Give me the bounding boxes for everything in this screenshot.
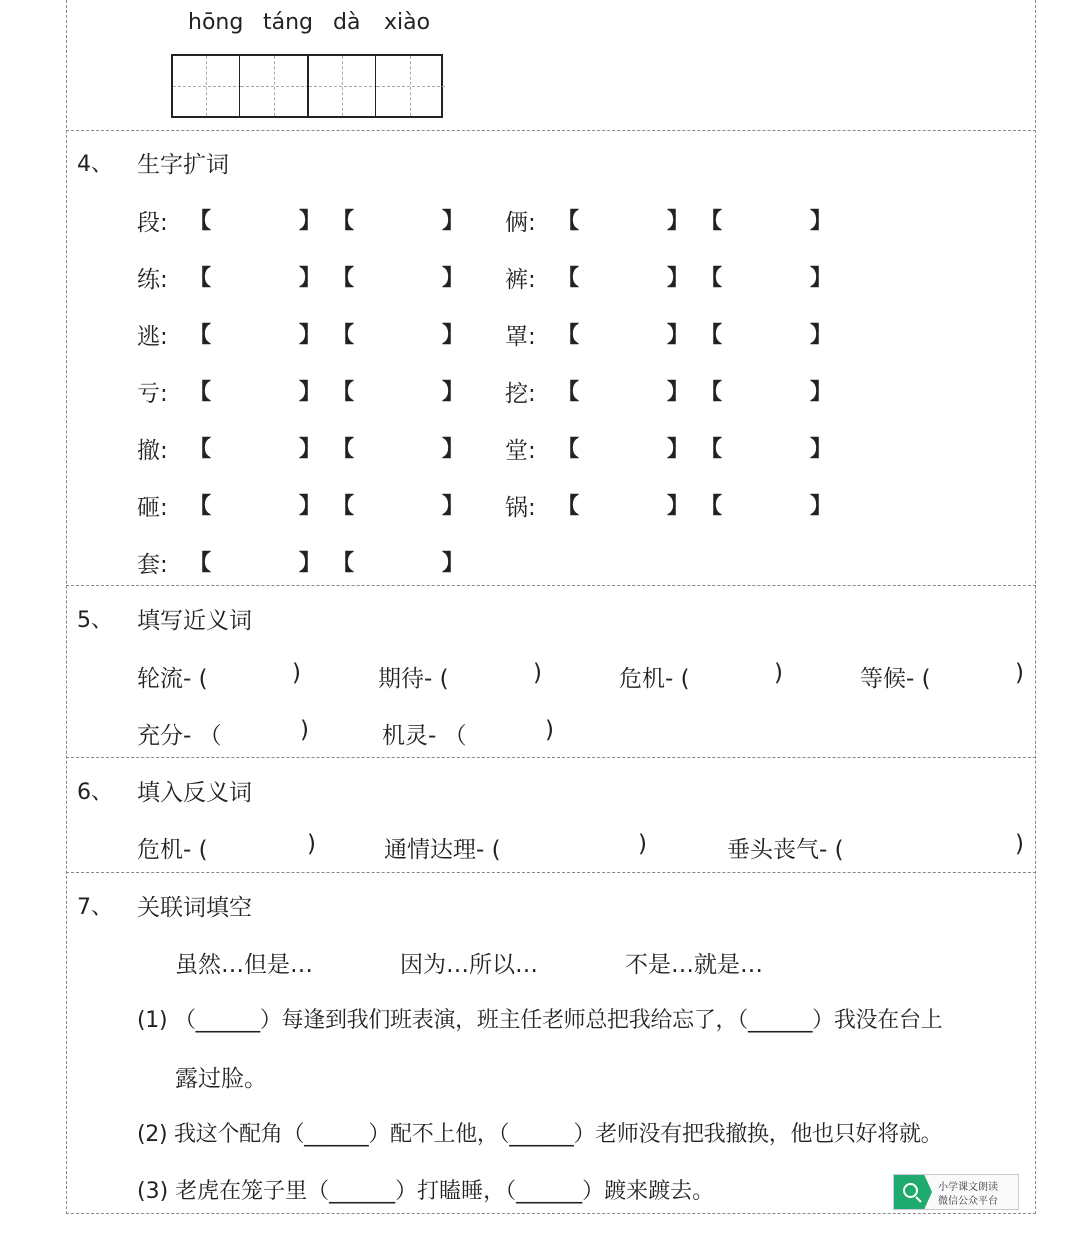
bracket-open: 【 bbox=[332, 209, 355, 234]
char-label: 挖: bbox=[505, 381, 536, 407]
section-title: 关联词填空 bbox=[137, 895, 252, 921]
antonym-item: 通情达理- ( bbox=[384, 837, 501, 863]
bracket-open: 【 bbox=[557, 323, 580, 348]
char-label: 套: bbox=[137, 552, 168, 578]
pinyin-1: hōng bbox=[188, 10, 244, 35]
synonym-item: 等候- ( bbox=[860, 666, 931, 692]
bracket-close: 】 bbox=[667, 380, 690, 405]
question-1-continued: 露过脸。 bbox=[175, 1066, 267, 1092]
bracket-open: 【 bbox=[189, 494, 212, 519]
close-paren: ) bbox=[545, 717, 554, 743]
bracket-close: 】 bbox=[299, 437, 322, 462]
bracket-close: 】 bbox=[442, 323, 465, 348]
bracket-close: 】 bbox=[667, 437, 690, 462]
bracket-close: 】 bbox=[299, 323, 322, 348]
section-number: 5、 bbox=[77, 608, 113, 633]
divider bbox=[66, 872, 1036, 873]
synonym-item: 轮流- ( bbox=[137, 666, 208, 692]
bracket-close: 】 bbox=[442, 209, 465, 234]
char-label: 亏: bbox=[137, 381, 168, 407]
bracket-close: 】 bbox=[810, 323, 833, 348]
bracket-close: 】 bbox=[442, 494, 465, 519]
bracket-open: 【 bbox=[557, 380, 580, 405]
close-paren: ) bbox=[774, 660, 783, 686]
question-3: (3) 老虎在笼子里（______）打瞌睡，（______）踱来踱去。 bbox=[137, 1179, 715, 1204]
logo-line-2: 微信公众平台 bbox=[938, 1196, 998, 1207]
close-paren: ) bbox=[307, 831, 316, 857]
close-paren: ) bbox=[292, 660, 301, 686]
antonym-item: 危机- ( bbox=[137, 837, 208, 863]
divider bbox=[66, 585, 1036, 586]
bracket-close: 】 bbox=[299, 209, 322, 234]
char-label: 俩: bbox=[505, 210, 536, 236]
question-2: (2) 我这个配角（______）配不上他，（______）老师没有把我撤换，他也只好将就。 bbox=[137, 1122, 943, 1147]
bracket-open: 【 bbox=[332, 323, 355, 348]
char-label: 逃: bbox=[137, 324, 168, 350]
bracket-close: 】 bbox=[442, 380, 465, 405]
char-label: 锅: bbox=[505, 495, 536, 521]
bracket-open: 【 bbox=[189, 266, 212, 291]
bracket-open: 【 bbox=[332, 437, 355, 462]
bracket-close: 】 bbox=[667, 494, 690, 519]
close-paren: ) bbox=[533, 660, 542, 686]
bracket-open: 【 bbox=[189, 380, 212, 405]
divider bbox=[66, 757, 1036, 758]
pinyin-3: dà bbox=[333, 10, 361, 35]
wechat-logo bbox=[893, 1174, 1019, 1210]
bracket-open: 【 bbox=[332, 551, 355, 576]
bracket-close: 】 bbox=[810, 266, 833, 291]
bracket-open: 【 bbox=[332, 266, 355, 291]
bracket-close: 】 bbox=[442, 551, 465, 576]
bracket-close: 】 bbox=[810, 380, 833, 405]
close-paren: ) bbox=[638, 831, 647, 857]
bracket-open: 【 bbox=[557, 437, 580, 462]
bracket-open: 【 bbox=[189, 323, 212, 348]
bracket-open: 【 bbox=[557, 494, 580, 519]
bracket-open: 【 bbox=[700, 380, 723, 405]
synonym-item: 期待- ( bbox=[378, 666, 449, 692]
conjunction-pair: 不是…就是… bbox=[625, 952, 763, 978]
section-title: 填写近义词 bbox=[137, 608, 252, 634]
section-title: 生字扩词 bbox=[137, 152, 229, 178]
antonym-item: 垂头丧气- ( bbox=[727, 837, 844, 863]
close-paren: ) bbox=[300, 717, 309, 743]
section-number: 6、 bbox=[77, 780, 113, 805]
divider bbox=[66, 130, 1036, 131]
bracket-close: 】 bbox=[299, 266, 322, 291]
bracket-close: 】 bbox=[299, 551, 322, 576]
bracket-close: 】 bbox=[667, 209, 690, 234]
bracket-open: 【 bbox=[700, 323, 723, 348]
bracket-close: 】 bbox=[810, 494, 833, 519]
char-label: 练: bbox=[137, 267, 168, 293]
bracket-open: 【 bbox=[332, 380, 355, 405]
question-1: (1) （______）每逢到我们班表演，班主任老师总把我给忘了，（______）我没在台上 bbox=[137, 1008, 943, 1033]
bracket-open: 【 bbox=[557, 266, 580, 291]
conjunction-pair: 因为…所以… bbox=[400, 952, 538, 978]
bracket-open: 【 bbox=[189, 209, 212, 234]
bracket-close: 】 bbox=[442, 437, 465, 462]
char-label: 撤: bbox=[137, 438, 168, 464]
pinyin-4: xiào bbox=[384, 10, 431, 35]
writing-grid[interactable] bbox=[171, 54, 443, 118]
pinyin-2: táng bbox=[263, 10, 314, 35]
char-label: 段: bbox=[137, 210, 168, 236]
section-number: 4、 bbox=[77, 152, 113, 177]
bracket-open: 【 bbox=[189, 437, 212, 462]
bracket-close: 】 bbox=[667, 323, 690, 348]
synonym-item: 危机- ( bbox=[619, 666, 690, 692]
bracket-close: 】 bbox=[667, 266, 690, 291]
bracket-close: 】 bbox=[810, 437, 833, 462]
synonym-item: 机灵- （ bbox=[382, 723, 467, 749]
search-icon bbox=[903, 1183, 918, 1198]
bracket-close: 】 bbox=[442, 266, 465, 291]
bracket-open: 【 bbox=[332, 494, 355, 519]
logo-line-1: 小学课文朗读 bbox=[938, 1182, 998, 1193]
synonym-item: 充分- （ bbox=[137, 723, 222, 749]
bracket-open: 【 bbox=[189, 551, 212, 576]
bracket-open: 【 bbox=[700, 494, 723, 519]
bracket-close: 】 bbox=[810, 209, 833, 234]
bracket-open: 【 bbox=[700, 209, 723, 234]
conjunction-pair: 虽然…但是… bbox=[175, 952, 313, 978]
bracket-close: 】 bbox=[299, 380, 322, 405]
close-paren: ) bbox=[1015, 831, 1024, 857]
char-label: 裤: bbox=[505, 267, 536, 293]
bracket-open: 【 bbox=[700, 266, 723, 291]
bracket-open: 【 bbox=[557, 209, 580, 234]
char-label: 堂: bbox=[505, 438, 536, 464]
char-label: 罩: bbox=[505, 324, 536, 350]
close-paren: ) bbox=[1015, 660, 1024, 686]
section-number: 7、 bbox=[77, 895, 113, 920]
section-title: 填入反义词 bbox=[137, 780, 252, 806]
bracket-open: 【 bbox=[700, 437, 723, 462]
char-label: 砸: bbox=[137, 495, 168, 521]
bracket-close: 】 bbox=[299, 494, 322, 519]
